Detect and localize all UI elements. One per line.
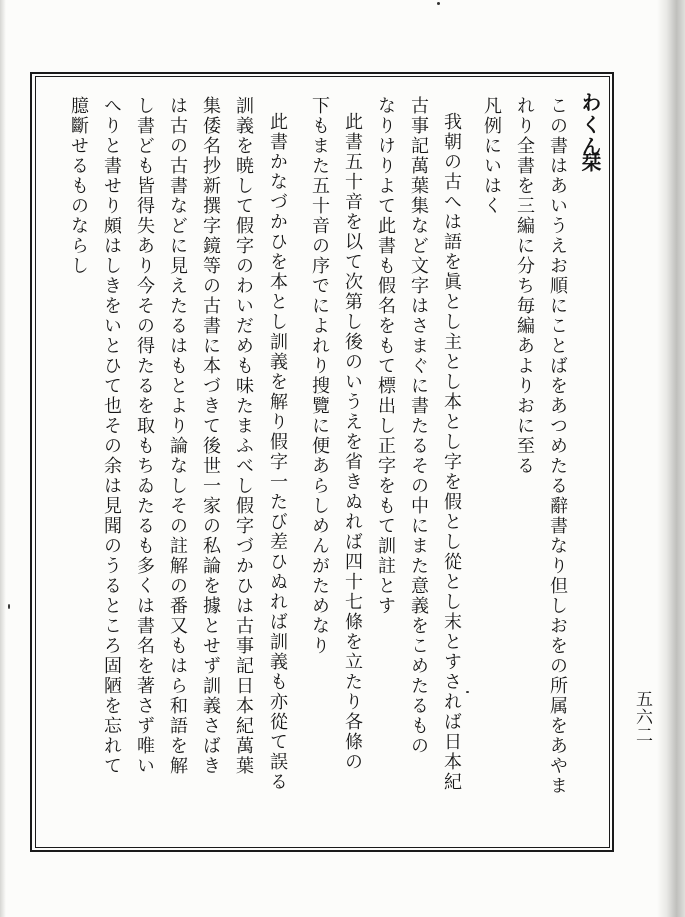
scan-shadow-left bbox=[0, 0, 6, 917]
header-title: わくん bbox=[578, 92, 602, 158]
header-mark: 栞 bbox=[578, 152, 602, 174]
text-column-8: 下もまた五十音の序でによれり搜覽に便あらしめんがためなり bbox=[309, 96, 330, 656]
text-column-5: 古事記萬葉集など文字はさまぐに書たるその中にまた意義をこめたるもの bbox=[408, 96, 429, 756]
text-column-9: 此書かなづかひを本とし訓義を解り假字一たび差ひぬれば訓義も亦從て誤る bbox=[267, 112, 288, 792]
text-column-7: 此書五十音を以て次第し後のいうえを省きぬれば四十七條を立たり各條の bbox=[342, 112, 363, 772]
scan-shadow-right bbox=[657, 0, 685, 917]
text-column-2: れり全書を三編に分ち毎編あよりおに至る bbox=[514, 96, 535, 476]
text-column-15: 臆斷せるものならし bbox=[68, 96, 89, 276]
text-column-12: は古の古書などに見えたるはもとより論なしその註解の番又もはら和語を解 bbox=[167, 96, 188, 776]
text-column-6: なりけりよて此書も假名をもて標出し正字をもて訓註とす bbox=[375, 96, 396, 616]
text-column-11: 集倭名抄新撰字鏡等の古書に本づきて後世一家の私論を據とせず訓義さばき bbox=[200, 96, 221, 776]
text-column-1: この書はあいうえお順にことばをあつめたる辭書なり但しおをの所属をあやま bbox=[547, 96, 568, 796]
text-column-10: 訓義を暁して假字のわいだめも味たまふべし假字づかひは古事記日本紀萬葉 bbox=[233, 96, 254, 776]
text-column-3: 凡例にいはく bbox=[481, 96, 502, 216]
text-column-13: し書ども皆得失あり今その得たるを取もちゐたるも多くは書名を著さず唯い bbox=[134, 96, 155, 776]
scan-speck bbox=[437, 2, 440, 5]
scan-speck bbox=[8, 604, 10, 609]
page-number: 五六二 bbox=[632, 690, 652, 744]
text-column-14: へりと書せり頗はしきをいとひて也その余は見聞のうるところ固陋を忘れて bbox=[101, 96, 122, 776]
text-column-4: 我朝の古へは語を眞とし主とし本とし字を假とし從とし末とすされば日本紀 bbox=[441, 112, 462, 792]
